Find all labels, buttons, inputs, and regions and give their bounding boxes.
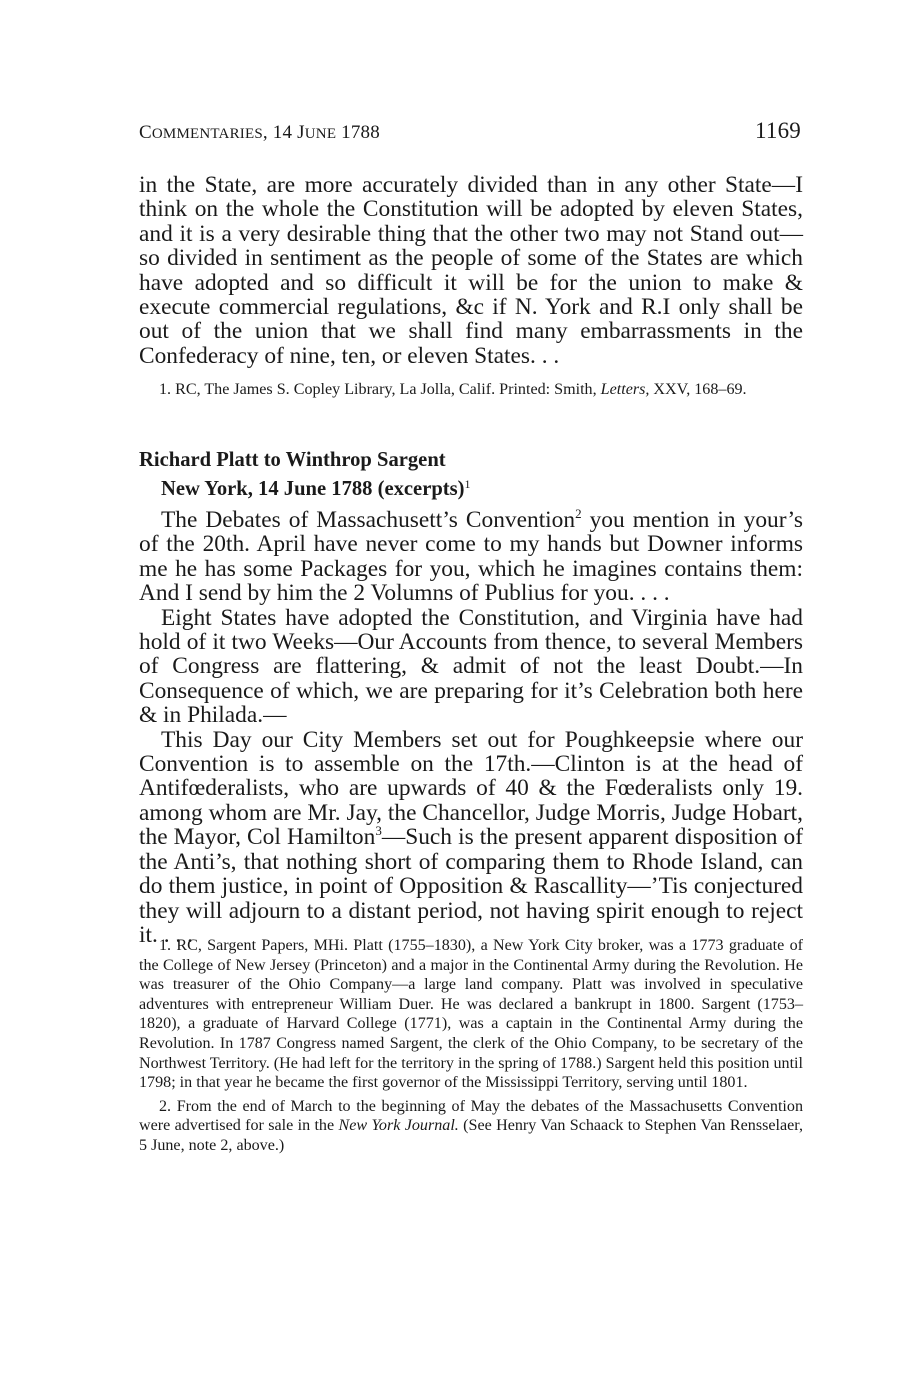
page-number: 1169 — [755, 118, 801, 143]
footnote-copley: 1. RC, The James S. Copley Library, La Jolla, Calif. Printed: Smith, Letters, XXV, 168–69. — [159, 381, 747, 398]
letter-paragraph-3: This Day our City Members set out for Poughkeepsie where our Convention is to assemble on the 17th.—Clinton is at the head of Antifœderalists, who are upwards of 40 & the Fœderalists only 19. among whom are Mr. Jay, the Chancellor, Judge Morris, Judge Hobart, the Mayor, Col Hamilton$^3$—Such is the present apparent disposition of the Anti’s, that nothing short of comparing them to Rhode Island, can do them justice, in point of Opposition & Rascallity—’Tis conjectured they will adjourn to a distant period, not having spirit enough to reject it. . . . — [139, 726, 803, 948]
heading-line-1: Richard Platt to Winthrop Sargent — [139, 449, 446, 471]
footnote-ref-1: 1 — [464, 477, 471, 491]
document-heading — [139, 448, 803, 501]
footnote-1: 1. RC, Sargent Papers, MHi. Platt (1755–1830), a New York City broker, was a 1773 graduate of the College of New Jersey (Princeton) and a major in the Continental Army during the Revolution. He was treasurer of the Ohio Company—a large land company. Platt was involved in speculative adventures with entrepreneur William Duer. He was declared a bankrupt in 1800. Sargent (1753–1820), a graduate of Harvard College (1771), was a captain in the Continental Army during the Revolution. In 1787 Congress named Sargent, the clerk of the Ohio Company, to be secretary of the Northwest Territory. (He had left for the territory in the spring of 1788.) Sargent held this position until 1798; in that year he became the first governor of the Mississippi Territory, serving until 1801. — [139, 937, 803, 1092]
footnote-ref-2: 2 — [575, 506, 582, 521]
running-head — [139, 118, 803, 148]
letter-paragraph-2: Eight States have adopted the Constitution, and Virginia have had hold of it two Weeks—Our Accounts from thence, to several Members of Congress are flattering, & admit of not the least Doubt.—In Consequence of which, we are preparing for it’s Celebration both here & in Philada.— — [139, 604, 803, 729]
footnotes — [139, 936, 803, 1156]
footnote-2: 2. From the end of March to the beginning of May the debates of the Massachusetts Convention were advertised for sale in the New York Journal. (See Henry Van Schaack to Stephen Van Rensselaer, 5 June, note 2, above.) — [139, 1097, 803, 1154]
footnote-ref-3: 3 — [375, 823, 382, 839]
running-head-title: COMMENTARIES, 14 JUNE 1788 — [139, 122, 380, 143]
letter-paragraph-1: The Debates of Massachusett’s Convention$^2$ you mention in your’s of the 20th. April have never come to my hands but Downer informs me he has some Packages for you, which he imagines contains them: And I send by him the 2 Volumns of Publius for you. . . . — [139, 506, 803, 607]
continued-letter-text: in the State, are more accurately divided than in any other State—I think on the whole the Constitution will be adopted by eleven States, and it is a very desirable thing that the other two may not Stand out—so divided in sentiment as the people of some of the States are which have adopted and so difficult it will be for the union to make & execute commercial regulations, &c if N. York and R.I only shall be out of the union that we shall find many embarrassments in the Confederacy of nine, ten, or eleven States. . . — [139, 172, 803, 369]
heading-line-2: New York, 14 June 1788 (excerpts)$^1$ — [161, 477, 471, 500]
letter-body — [139, 508, 803, 947]
